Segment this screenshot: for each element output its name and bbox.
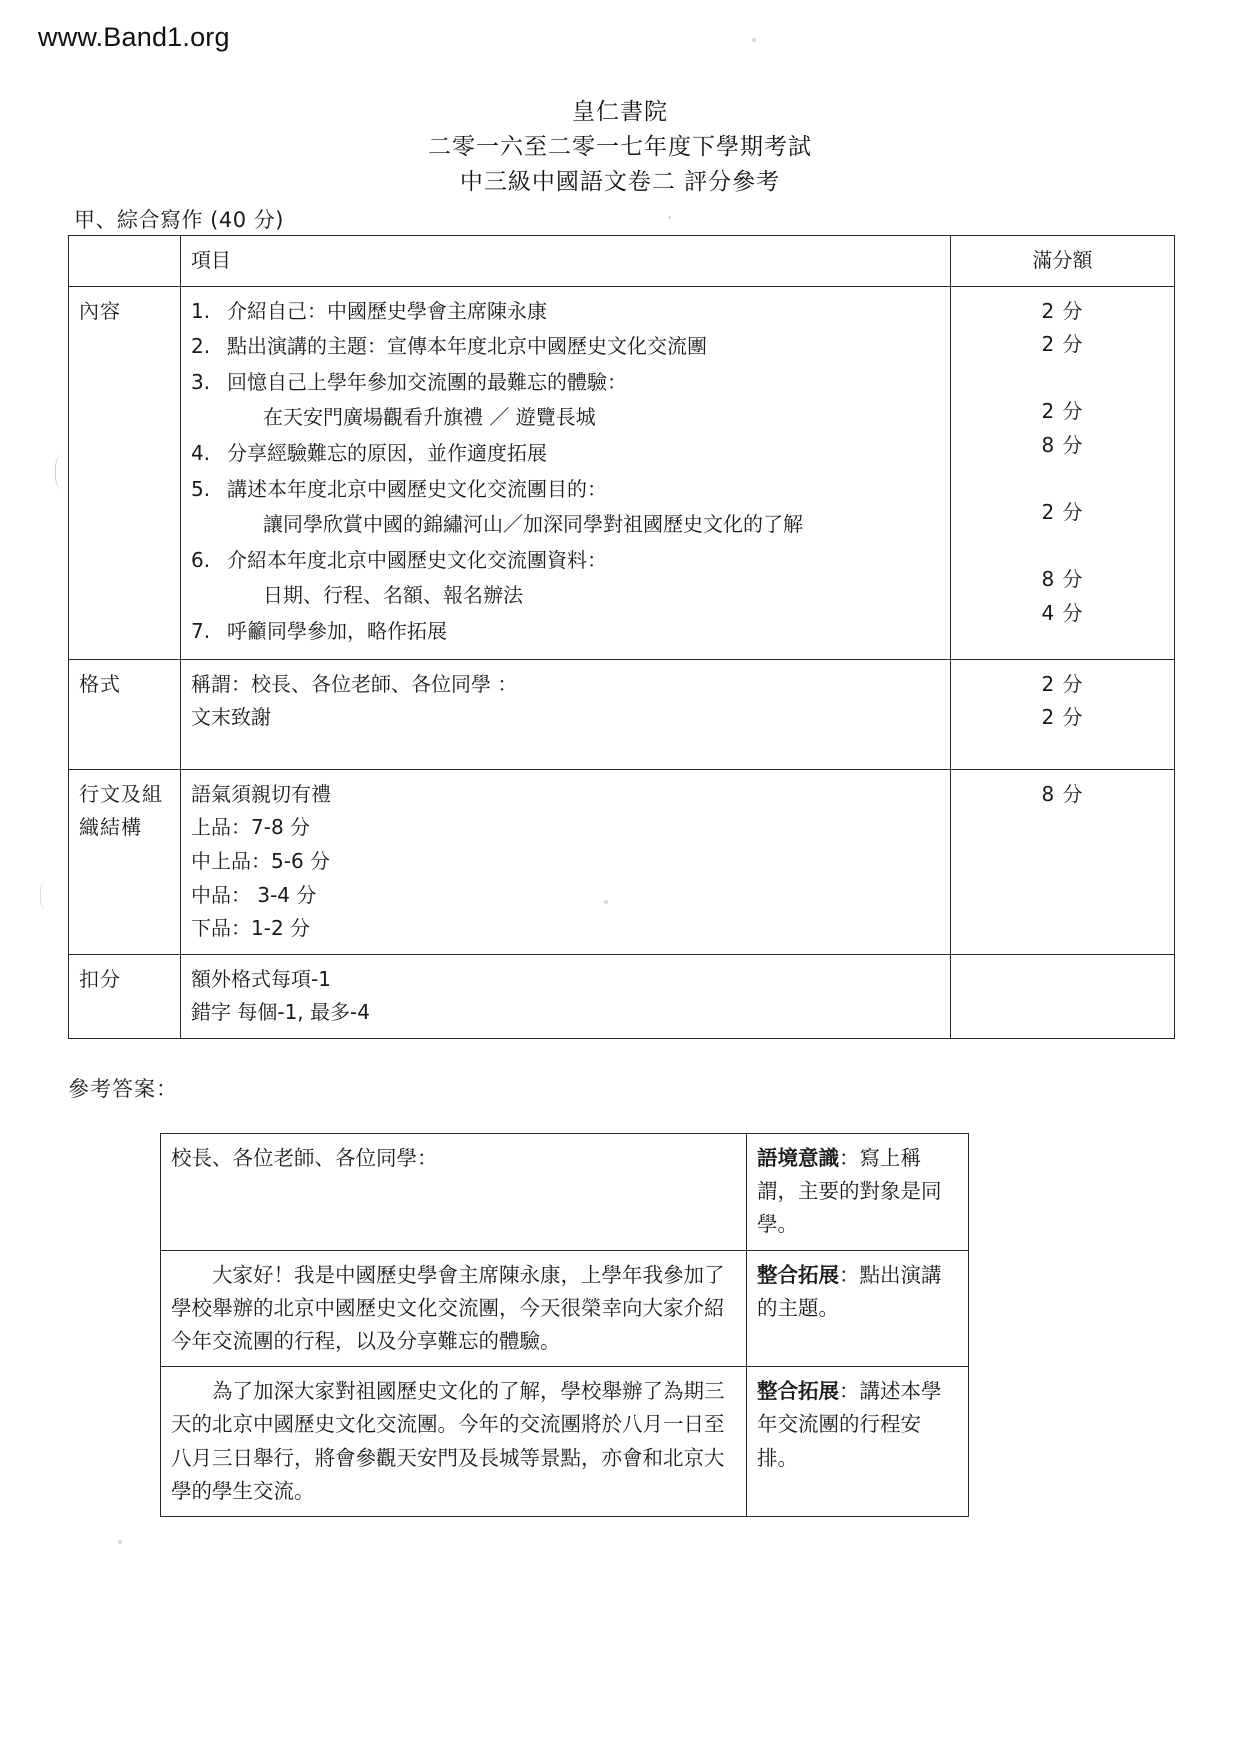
deduction-lines bbox=[181, 954, 951, 1038]
item-text: 介紹自己：中國歷史學會主席陳永康 bbox=[227, 298, 547, 323]
scan-speck bbox=[668, 216, 671, 219]
content-marks bbox=[951, 286, 1175, 659]
format-line: 稱謂：校長、各位老師、各位同學 ： bbox=[191, 671, 518, 696]
list-item bbox=[191, 615, 940, 649]
organization-line: 中品： 3-4 分 bbox=[191, 882, 317, 907]
scan-fold-mark bbox=[40, 880, 55, 910]
mark-value: 2 分 bbox=[1041, 332, 1084, 357]
table-row bbox=[69, 769, 1175, 954]
watermark-text: www.Band1.org bbox=[38, 22, 230, 52]
sample-answer-table bbox=[160, 1133, 969, 1517]
list-item bbox=[191, 295, 940, 329]
mark-value: 2 分 bbox=[1041, 705, 1084, 730]
table-header-row bbox=[69, 236, 1175, 287]
category-format: 格式 bbox=[69, 659, 181, 769]
scan-speck bbox=[604, 900, 608, 904]
item-number: 1. bbox=[191, 298, 211, 323]
mark-value bbox=[961, 530, 1164, 564]
deduction-line: 錯字 每個-1, 最多-4 bbox=[191, 1000, 370, 1025]
item-number bbox=[191, 508, 217, 542]
table-row bbox=[161, 1367, 969, 1517]
deduction-line: 額外格式每項-1 bbox=[191, 966, 331, 991]
reference-answer-label: 參考答案： bbox=[68, 1077, 178, 1101]
table-row bbox=[69, 954, 1175, 1038]
answer-salutation: 校長、各位老師、各位同學： bbox=[161, 1134, 747, 1251]
scan-speck bbox=[752, 38, 756, 42]
item-text: 分享經驗難忘的原因，並作適度拓展 bbox=[227, 440, 547, 465]
header-blank bbox=[69, 236, 181, 287]
mark-value bbox=[961, 362, 1164, 396]
mark-value: 8 分 bbox=[1041, 432, 1084, 457]
spacer bbox=[191, 735, 940, 761]
category-content: 內容 bbox=[69, 286, 181, 659]
table-row bbox=[161, 1250, 969, 1367]
paper-name: 中三級中國語文卷二 評分參考 bbox=[459, 168, 781, 195]
item-text: 介紹本年度北京中國歷史文化交流團資料： bbox=[227, 547, 607, 572]
note-title: 語境意識 bbox=[757, 1146, 839, 1170]
note-separator: ： bbox=[839, 1262, 860, 1287]
format-line: 文末致謝 bbox=[191, 705, 271, 730]
mark-value: 8 分 bbox=[1041, 567, 1084, 592]
note-text: 講述本學年交流團的行程安排。 bbox=[757, 1379, 942, 1470]
list-item bbox=[191, 579, 940, 613]
document-header bbox=[0, 95, 1240, 200]
mark-value: 4 分 bbox=[1041, 600, 1084, 625]
header-mark: 滿分額 bbox=[951, 236, 1175, 287]
note-separator: ： bbox=[839, 1379, 860, 1404]
deduction-marks bbox=[951, 954, 1175, 1038]
list-item bbox=[191, 366, 940, 400]
table-row bbox=[69, 286, 1175, 659]
note-title: 整合拓展 bbox=[757, 1262, 839, 1287]
school-name: 皇仁書院 bbox=[572, 99, 668, 125]
scan-speck bbox=[118, 1540, 122, 1544]
organization-line: 下品：1-2 分 bbox=[191, 916, 311, 941]
item-number bbox=[191, 401, 217, 435]
exam-name: 二零一六至二零一七年度下學期考試 bbox=[428, 133, 812, 160]
answer-note bbox=[747, 1367, 969, 1517]
mark-value: 2 分 bbox=[1041, 399, 1084, 424]
list-item bbox=[191, 401, 940, 435]
scan-fold-mark bbox=[55, 455, 72, 489]
item-number: 7. bbox=[191, 618, 211, 643]
list-item bbox=[191, 544, 940, 578]
mark-value: 2 分 bbox=[1041, 671, 1084, 696]
answer-note bbox=[747, 1134, 969, 1251]
note-text: 寫上稱謂，主要的對象是同學。 bbox=[757, 1146, 942, 1237]
rubric-table bbox=[68, 235, 1175, 1039]
category-organization: 行文及組織結構 bbox=[69, 769, 181, 954]
item-number: 6. bbox=[191, 547, 211, 572]
note-text: 點出演講的主題。 bbox=[757, 1262, 942, 1320]
item-text: 點出演講的主題：宣傳本年度北京中國歷史文化交流團 bbox=[227, 334, 707, 359]
content-items bbox=[181, 286, 951, 659]
list-item bbox=[191, 473, 940, 507]
organization-line: 中上品：5-6 分 bbox=[191, 848, 331, 873]
table-row bbox=[69, 659, 1175, 769]
list-item bbox=[191, 330, 940, 364]
mark-value: 2 分 bbox=[1041, 298, 1084, 323]
organization-line: 語氣須親切有禮 bbox=[191, 781, 331, 806]
organization-marks bbox=[951, 769, 1175, 954]
format-marks bbox=[951, 659, 1175, 769]
item-number: 5. bbox=[191, 476, 211, 501]
category-deduction: 扣分 bbox=[69, 954, 181, 1038]
answer-note bbox=[747, 1250, 969, 1367]
item-text: 在天安門廣場觀看升旗禮 ／ 遊覽長城 bbox=[263, 405, 596, 430]
item-number: 2. bbox=[191, 334, 211, 359]
organization-lines bbox=[181, 769, 951, 954]
list-item bbox=[191, 508, 940, 542]
format-lines bbox=[181, 659, 951, 769]
list-item bbox=[191, 437, 940, 471]
item-text: 讓同學欣賞中國的錦繡河山／加深同學對祖國歷史文化的了解 bbox=[263, 512, 803, 537]
answer-paragraph: 大家好！我是中國歷史學會主席陳永康，上學年我參加了學校舉辦的北京中國歷史文化交流團，今天很榮幸向大家介紹今年交流團的行程，以及分享難忘的體驗。 bbox=[161, 1250, 747, 1367]
item-text: 呼籲同學參加，略作拓展 bbox=[227, 618, 447, 643]
item-number: 4. bbox=[191, 440, 211, 465]
section-label: 甲、綜合寫作 (40 分) bbox=[74, 208, 284, 232]
organization-line: 上品：7-8 分 bbox=[191, 815, 311, 840]
mark-value bbox=[961, 463, 1164, 497]
note-separator: ： bbox=[839, 1146, 860, 1170]
table-row bbox=[161, 1134, 969, 1251]
mark-value: 8 分 bbox=[1041, 781, 1084, 806]
item-text: 回憶自己上學年參加交流團的最難忘的體驗： bbox=[227, 369, 627, 394]
item-text: 日期、行程、名額、報名辦法 bbox=[263, 583, 523, 608]
header-item: 項目 bbox=[181, 236, 951, 287]
mark-value: 2 分 bbox=[1041, 500, 1084, 525]
answer-paragraph: 為了加深大家對祖國歷史文化的了解，學校舉辦了為期三天的北京中國歷史文化交流團。今年的交流團將於八月一日至八月三日舉行，將會參觀天安門及長城等景點，亦會和北京大學的學生交流。 bbox=[161, 1367, 747, 1517]
item-number: 3. bbox=[191, 369, 211, 394]
item-number bbox=[191, 579, 217, 613]
note-title: 整合拓展 bbox=[757, 1379, 839, 1404]
item-text: 講述本年度北京中國歷史文化交流團目的： bbox=[227, 476, 607, 501]
